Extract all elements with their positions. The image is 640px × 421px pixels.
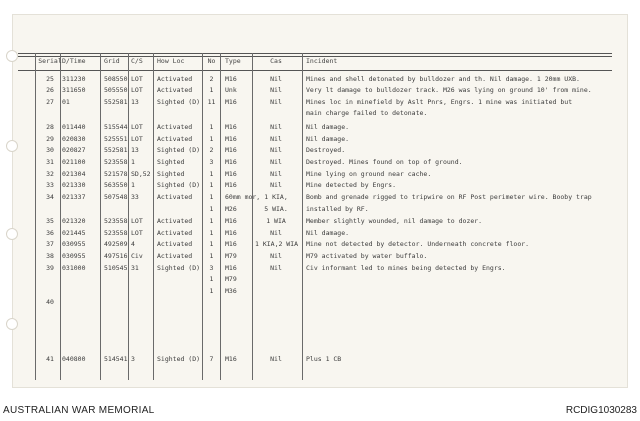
table-rule-header-bottom <box>18 70 612 71</box>
column-divider <box>220 53 221 380</box>
cell-dtime: 030955 <box>62 240 86 248</box>
cell-dtime: 021337 <box>62 193 86 201</box>
punch-hole <box>6 228 18 240</box>
cell-type: M16 <box>225 229 237 237</box>
cell-dtime: 040800 <box>62 355 86 363</box>
cell-no: 1 <box>209 170 214 178</box>
cell-dtime: 01 <box>62 98 70 106</box>
column-divider <box>35 53 36 380</box>
cell-cas: Nil <box>270 252 282 260</box>
cell-incident: Mine lying on ground near cache. <box>306 170 432 178</box>
cell-serial: 38 <box>46 252 54 260</box>
cell-serial: 31 <box>46 158 54 166</box>
punch-hole <box>6 140 18 152</box>
cell-no: 3 <box>209 264 214 272</box>
cell-type: M16 <box>225 181 237 189</box>
cell-type: M16 <box>225 170 237 178</box>
cell-grid: 563550 <box>104 181 128 189</box>
cell-dtime: 021330 <box>62 181 86 189</box>
cell-grid: 492509 <box>104 240 128 248</box>
cell-no: 1 <box>209 193 214 201</box>
cell-dtime: 311230 <box>62 75 86 83</box>
column-divider <box>302 53 303 380</box>
cell-no: 1 <box>209 86 214 94</box>
cell-howloc: Activated <box>157 135 193 143</box>
cell-dtime: 021445 <box>62 229 86 237</box>
cell-dtime: 311650 <box>62 86 86 94</box>
cell-howloc: Sighted (D) <box>157 264 201 272</box>
cell-cas: Nil <box>270 86 282 94</box>
cell-howloc: Sighted <box>157 158 185 166</box>
header-serial: Serial <box>38 57 62 65</box>
cell-grid: 552581 <box>104 146 128 154</box>
cell-cs: 13 <box>131 146 139 154</box>
cell-incident: Civ informant led to mines being detected by Engrs. <box>306 264 506 272</box>
column-divider <box>252 53 253 380</box>
cell-cs: 1 <box>131 181 135 189</box>
cell-type: M79 <box>225 275 237 283</box>
cell-serial: 25 <box>46 75 54 83</box>
cell-no: 2 <box>209 146 214 154</box>
cell-no: 1 <box>209 275 214 283</box>
header-type: Type <box>225 57 241 65</box>
cell-cs: LOT <box>131 229 143 237</box>
cell-serial: 28 <box>46 123 54 131</box>
cell-grid: 552581 <box>104 98 128 106</box>
cell-dtime: 031000 <box>62 264 86 272</box>
cell-no: 1 <box>209 135 214 143</box>
cell-cs: LOT <box>131 75 143 83</box>
header-no: No <box>207 57 216 65</box>
cell-cs: 31 <box>131 264 139 272</box>
cell-cs: LOT <box>131 217 143 225</box>
cell-cas: 1 WIA <box>266 217 286 225</box>
cell-no: 11 <box>207 98 216 106</box>
header-dtime: D/Time <box>62 57 86 65</box>
cell-incident: Nil damage. <box>306 123 350 131</box>
cell-grid: 523558 <box>104 217 128 225</box>
cell-howloc: Sighted (D) <box>157 98 201 106</box>
cell-serial: 35 <box>46 217 54 225</box>
cell-howloc: Activated <box>157 193 193 201</box>
cell-cas: Nil <box>270 75 282 83</box>
cell-grid: 523558 <box>104 229 128 237</box>
cell-howloc: Activated <box>157 86 193 94</box>
cell-type: M16 <box>225 240 237 248</box>
cell-incident: Mines loc in minefield by Aslt Pnrs, Engrs. 1 mine was initiated but <box>306 98 573 106</box>
cell-dtime: 021320 <box>62 217 86 225</box>
cell-incident: Bomb and grenade rigged to tripwire on RF Post perimeter wire. Booby trap <box>306 193 592 201</box>
cell-type: M36 <box>225 287 237 295</box>
cell-cas: Nil <box>270 355 282 363</box>
cell-incident: Nil damage. <box>306 135 350 143</box>
cell-grid: 525551 <box>104 135 128 143</box>
cell-serial: 34 <box>46 193 54 201</box>
cell-no: 1 <box>209 205 214 213</box>
cell-howloc: Activated <box>157 217 193 225</box>
cell-no: 1 <box>209 181 214 189</box>
cell-no: 1 <box>209 287 214 295</box>
cell-grid: 510545 <box>104 264 128 272</box>
cell-incident: installed by RF. <box>306 205 369 213</box>
cell-serial: 33 <box>46 181 54 189</box>
cell-serial: 32 <box>46 170 54 178</box>
cell-type: M16 <box>225 98 237 106</box>
cell-howloc: Activated <box>157 252 193 260</box>
cell-howloc: Sighted (D) <box>157 181 201 189</box>
cell-incident: main charge failed to detonate. <box>306 109 428 117</box>
header-cs: C/S <box>131 57 143 65</box>
cell-type: M79 <box>225 252 237 260</box>
cell-cas: 1 KIA,2 WIA <box>255 240 299 248</box>
cell-grid: 514541 <box>104 355 128 363</box>
cell-serial: 40 <box>46 298 54 306</box>
header-howloc: How Loc <box>157 57 185 65</box>
cell-cs: 3 <box>131 355 135 363</box>
column-divider <box>202 53 203 380</box>
cell-type: M16 <box>225 135 237 143</box>
cell-type: M16 <box>225 264 237 272</box>
cell-cas: Nil <box>270 264 282 272</box>
header-cas: Cas <box>270 57 282 65</box>
cell-grid: 507548 <box>104 193 128 201</box>
cell-serial: 41 <box>46 355 54 363</box>
cell-howloc: Sighted <box>157 170 185 178</box>
cell-grid: 523558 <box>104 158 128 166</box>
header-incident: Incident <box>306 57 338 65</box>
cell-cs: SD,52 <box>131 170 151 178</box>
cell-cas: Nil <box>270 146 282 154</box>
cell-incident: Mines and shell detonated by bulldozer and th. Nil damage. 1 20mm UXB. <box>306 75 580 83</box>
cell-grid: 497516 <box>104 252 128 260</box>
cell-type: M16 <box>225 217 237 225</box>
cell-no: 1 <box>209 229 214 237</box>
cell-incident: Destroyed. <box>306 146 346 154</box>
cell-grid: 521578 <box>104 170 128 178</box>
column-divider <box>100 53 101 380</box>
archive-reference: RCDIG1030283 <box>565 405 637 416</box>
cell-howloc: Sighted (D) <box>157 146 201 154</box>
cell-cs: LOT <box>131 135 143 143</box>
cell-type: M26 <box>225 205 237 213</box>
cell-howloc: Activated <box>157 75 193 83</box>
cell-dtime: 020827 <box>62 146 86 154</box>
cell-serial: 26 <box>46 86 54 94</box>
cell-incident: Mine detected by Engrs. <box>306 181 397 189</box>
cell-howloc: Activated <box>157 123 193 131</box>
cell-cas: Nil <box>270 181 282 189</box>
cell-cs: LOT <box>131 86 143 94</box>
cell-cas: 5 WIA. <box>264 205 288 213</box>
cell-cas: Nil <box>270 229 282 237</box>
cell-cs: 13 <box>131 98 139 106</box>
cell-cas: 1 KIA, <box>264 193 288 201</box>
cell-type: M16 <box>225 123 237 131</box>
cell-incident: Mine not detected by detector. Underneath concrete floor. <box>306 240 530 248</box>
cell-type: 60mm mor, <box>225 193 261 201</box>
cell-howloc: Sighted (D) <box>157 355 201 363</box>
cell-cs: LOT <box>131 123 143 131</box>
archive-credit: AUSTRALIAN WAR MEMORIAL <box>3 405 155 416</box>
cell-type: M16 <box>225 158 237 166</box>
cell-no: 7 <box>209 355 214 363</box>
cell-dtime: 020830 <box>62 135 86 143</box>
cell-grid: 515544 <box>104 123 128 131</box>
cell-dtime: 011440 <box>62 123 86 131</box>
cell-dtime: 021100 <box>62 158 86 166</box>
cell-cs: 1 <box>131 158 135 166</box>
cell-cas: Nil <box>270 123 282 131</box>
cell-no: 2 <box>209 75 214 83</box>
cell-grid: 508550 <box>104 75 128 83</box>
cell-serial: 37 <box>46 240 54 248</box>
cell-type: M16 <box>225 146 237 154</box>
cell-cas: Nil <box>270 135 282 143</box>
cell-type: M16 <box>225 75 237 83</box>
cell-incident: Destroyed. Mines found on top of ground. <box>306 158 463 166</box>
punch-hole <box>6 318 18 330</box>
cell-type: M16 <box>225 355 237 363</box>
cell-incident: Member slightly wounded, nil damage to dozer. <box>306 217 483 225</box>
punch-hole <box>6 50 18 62</box>
table-rule-top <box>18 53 612 54</box>
header-grid: Grid <box>104 57 120 65</box>
cell-cs: 4 <box>131 240 135 248</box>
cell-cs: 33 <box>131 193 139 201</box>
cell-incident: M79 activated by water buffalo. <box>306 252 428 260</box>
cell-howloc: Activated <box>157 229 193 237</box>
cell-grid: 505550 <box>104 86 128 94</box>
cell-dtime: 021304 <box>62 170 86 178</box>
cell-incident: Plus 1 CB <box>306 355 342 363</box>
cell-no: 1 <box>209 252 214 260</box>
column-divider <box>153 53 154 380</box>
cell-incident: Nil damage. <box>306 229 350 237</box>
cell-serial: 36 <box>46 229 54 237</box>
cell-no: 1 <box>209 240 214 248</box>
cell-no: 3 <box>209 158 214 166</box>
cell-no: 1 <box>209 123 214 131</box>
cell-howloc: Activated <box>157 240 193 248</box>
cell-cs: Civ <box>131 252 143 260</box>
cell-dtime: 030955 <box>62 252 86 260</box>
cell-serial: 30 <box>46 146 54 154</box>
cell-incident: Very lt damage to bulldozer track. M26 was lying on ground 10' from mine. <box>306 86 592 94</box>
cell-serial: 29 <box>46 135 54 143</box>
cell-cas: Nil <box>270 158 282 166</box>
cell-serial: 27 <box>46 98 54 106</box>
cell-type: Unk <box>225 86 237 94</box>
cell-no: 1 <box>209 217 214 225</box>
cell-serial: 39 <box>46 264 54 272</box>
cell-cas: Nil <box>270 170 282 178</box>
cell-cas: Nil <box>270 98 282 106</box>
